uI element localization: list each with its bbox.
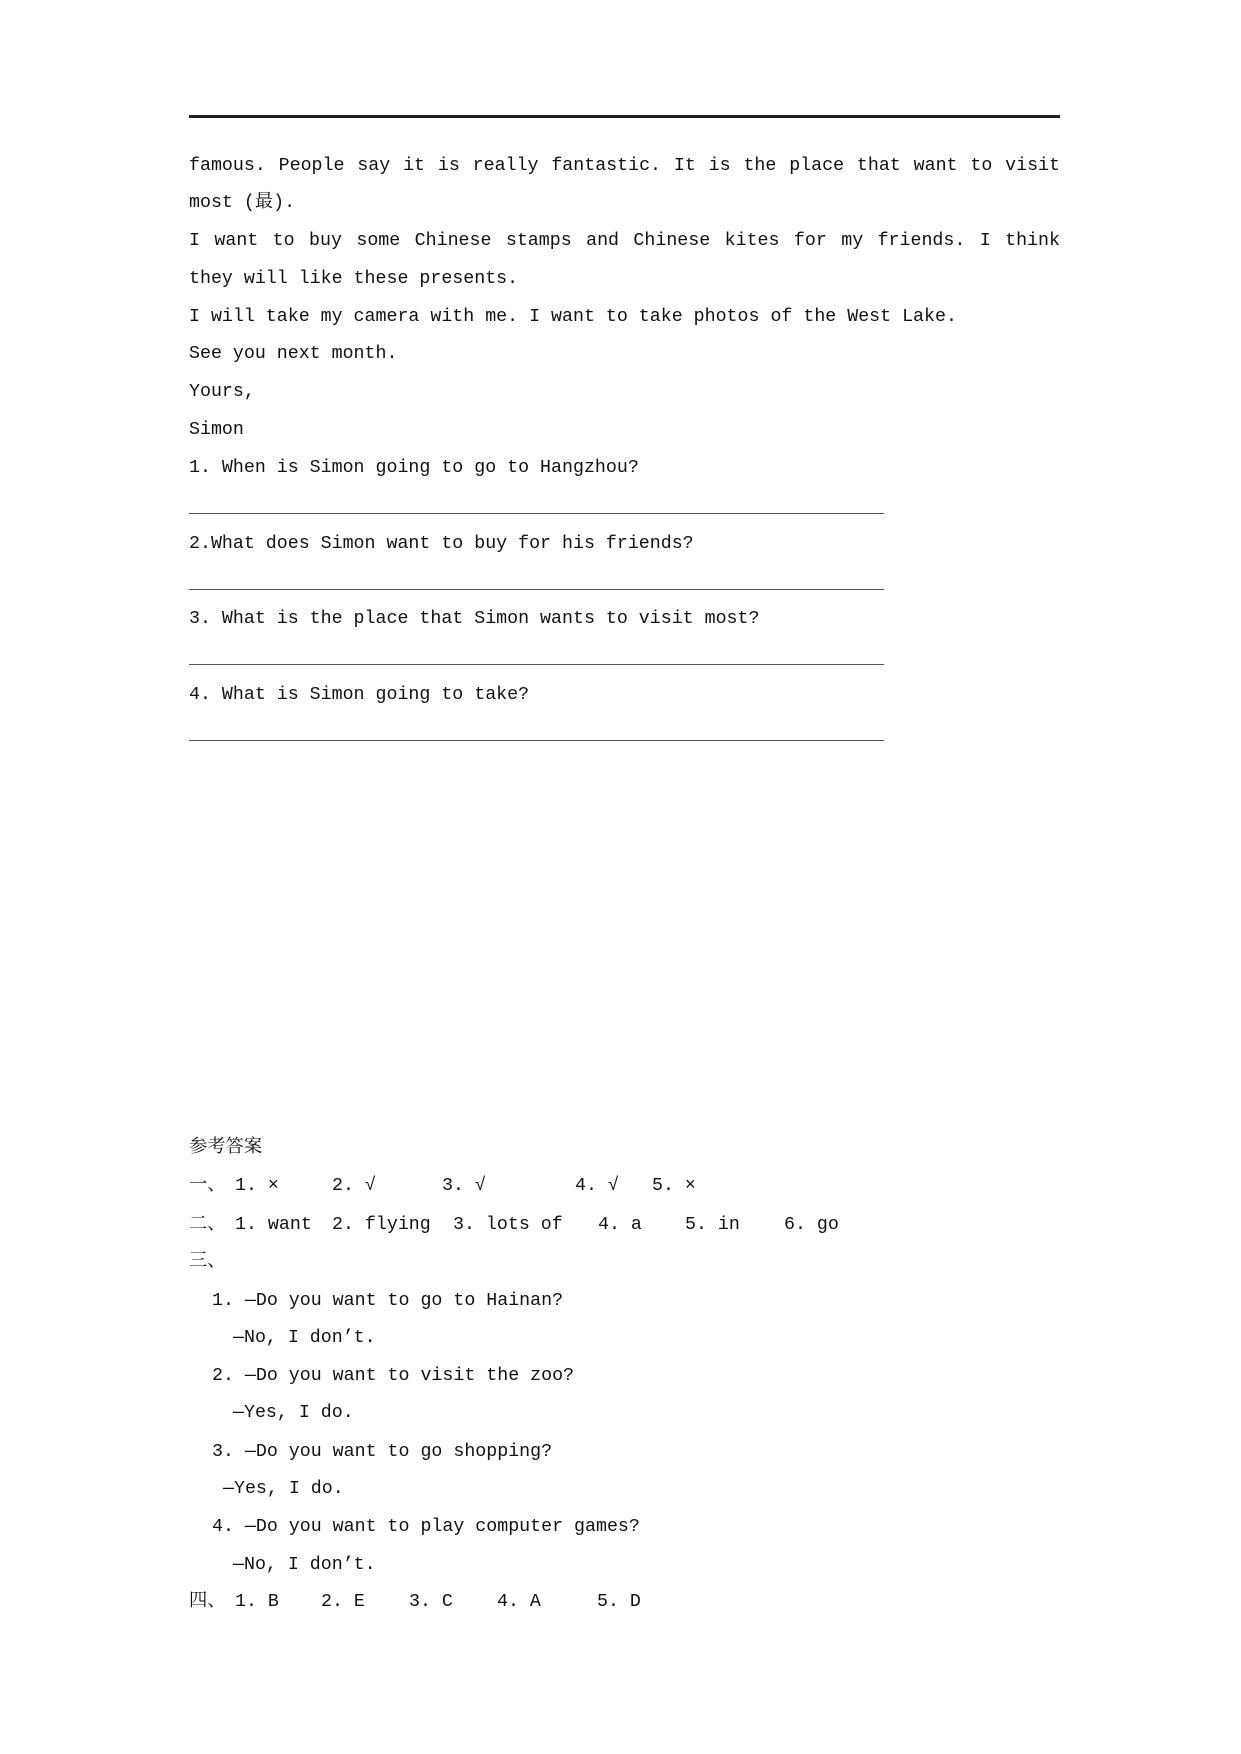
letter-line: I want to buy some Chinese stamps and Chinese kites for my friends. I think [189,231,1060,251]
part1-item: 3. √ [442,1176,486,1196]
part2-item: 2. flying [332,1215,431,1235]
dialog-question: 4. —Do you want to play computer games? [212,1517,640,1537]
part2-item: 4. a [598,1215,642,1235]
answer-blank-3[interactable] [189,664,884,665]
part1-item: 4. √ [575,1176,619,1196]
part2-item: 3. lots of [453,1215,563,1235]
dialog-question: 1. —Do you want to go to Hainan? [212,1291,564,1311]
part4-item: 4. A [497,1592,541,1612]
part1-label: 一、 [189,1176,226,1196]
answers-title: 参考答案 [189,1138,263,1158]
answer-blank-2[interactable] [189,589,884,590]
dialog-question: 2. —Do you want to visit the zoo? [212,1366,575,1386]
letter-line: famous. People say it is really fantastic. It is the place that want to visit [189,156,1060,176]
header-rule [189,115,1060,118]
answer-blank-4[interactable] [189,740,884,741]
part2-item: 1. want [235,1215,312,1235]
part4-label: 四、 [189,1592,226,1612]
letter-line: most (最). [189,193,296,213]
dialog-answer: —Yes, I do. [223,1479,344,1499]
dialog-answer: —Yes, I do. [233,1403,354,1423]
question-2: 2.What does Simon want to buy for his friends? [189,534,694,554]
question-4: 4. What is Simon going to take? [189,685,530,705]
question-3: 3. What is the place that Simon wants to visit most? [189,609,760,629]
part1-item: 2. √ [332,1176,376,1196]
letter-line: I will take my camera with me. I want to take photos of the West Lake. [189,307,957,327]
dialog-answer: —No, I don’t. [233,1555,376,1575]
part4-item: 1. B [235,1592,279,1612]
answer-blank-1[interactable] [189,513,884,514]
letter-signature: Simon [189,420,244,440]
part1-item: 1. × [235,1176,279,1196]
letter-line: See you next month. [189,344,398,364]
part4-item: 2. E [321,1592,365,1612]
dialog-question: 3. —Do you want to go shopping? [212,1442,553,1462]
part4-item: 5. D [597,1592,641,1612]
part2-item: 5. in [685,1215,740,1235]
letter-line: they will like these presents. [189,269,519,289]
question-1: 1. When is Simon going to go to Hangzhou? [189,458,639,478]
part2-item: 6. go [784,1215,839,1235]
letter-closing: Yours, [189,382,255,402]
part3-label: 三、 [189,1252,226,1272]
part2-label: 二、 [189,1215,226,1235]
part1-item: 5. × [652,1176,696,1196]
dialog-answer: —No, I don’t. [233,1328,376,1348]
part4-item: 3. C [409,1592,453,1612]
